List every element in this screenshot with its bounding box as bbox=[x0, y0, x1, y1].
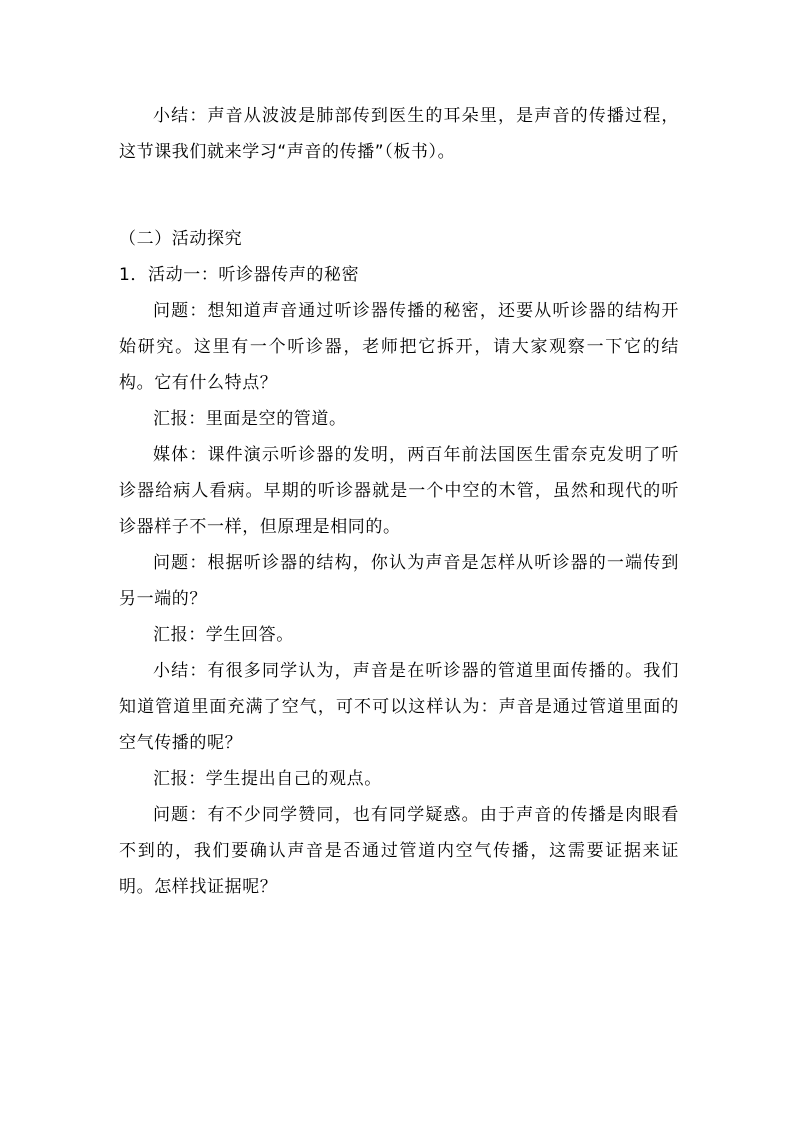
activity-title: 1．活动一：听诊器传声的秘密 bbox=[119, 265, 360, 285]
report-paragraph-1: 汇报：里面是空的管道。 bbox=[153, 409, 347, 429]
media-paragraph: 媒体：课件演示听诊器的发明，两百年前法国医生雷奈克发明了听诊器给病人看病。早期的听诊器就是一个中空的木管，虽然和现代的听诊器样子不一样，但原理是相同的。 bbox=[119, 445, 679, 537]
section-heading: （二）活动探究 bbox=[119, 229, 243, 249]
document-body bbox=[119, 98, 679, 905]
report-paragraph-2: 汇报：学生回答。 bbox=[153, 625, 294, 645]
question-paragraph-1: 问题：想知道声音通过听诊器传播的秘密，还要从听诊器的结构开始研究。这里有一个听诊器，老师把它拆开，请大家观察一下它的结构。它有什么特点？ bbox=[119, 301, 679, 393]
question-paragraph-3: 问题：有不少同学赞同，也有同学疑惑。由于声音的传播是肉眼看不到的，我们要确认声音是否通过管道内空气传播，这需要证据来证明。怎样找证据呢？ bbox=[119, 805, 679, 897]
intro-summary-paragraph: 小结：声音从波波是肺部传到医生的耳朵里，是声音的传播过程，这节课我们就来学习“声音的传播”（板书）。 bbox=[119, 106, 679, 162]
summary-paragraph: 小结：有很多同学认为，声音是在听诊器的管道里面传播的。我们知道管道里面充满了空气，可不可以这样认为：声音是通过管道里面的空气传播的呢？ bbox=[119, 661, 679, 753]
report-paragraph-3: 汇报：学生提出自己的观点。 bbox=[153, 769, 382, 789]
paragraph-gap bbox=[119, 170, 679, 221]
question-paragraph-2: 问题：根据听诊器的结构，你认为声音是怎样从听诊器的一端传到另一端的？ bbox=[119, 553, 679, 609]
